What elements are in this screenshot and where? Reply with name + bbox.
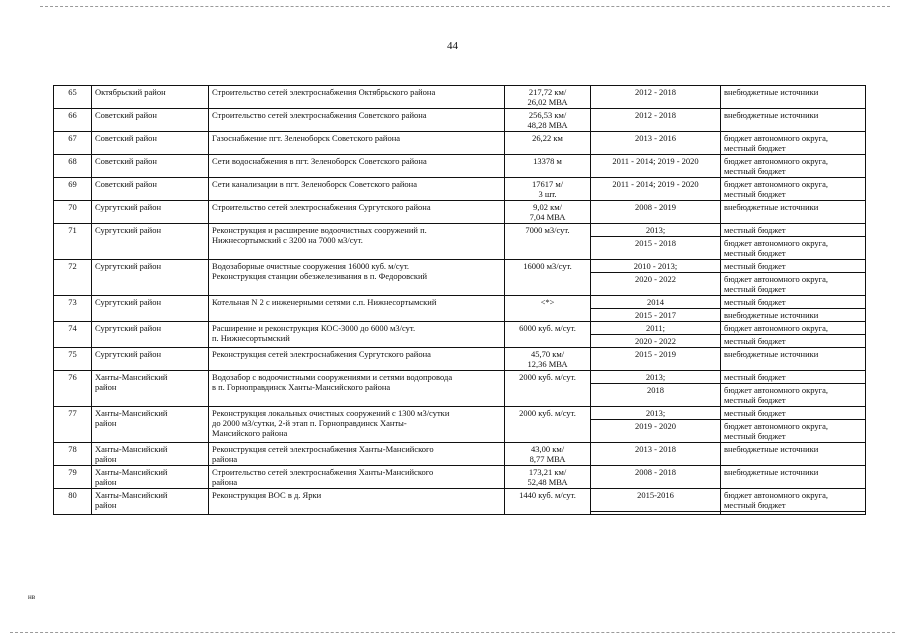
funding-source-cell: бюджет автономного округа, местный бюджет bbox=[721, 420, 866, 443]
row-number: 67 bbox=[54, 132, 92, 155]
period-cell: 2010 - 2013; bbox=[591, 260, 721, 273]
capacity-cell: 26,22 км bbox=[505, 132, 591, 155]
district-cell: Октябрьский район bbox=[92, 86, 209, 109]
table-row bbox=[54, 466, 866, 489]
funding-source-cell: местный бюджет bbox=[721, 260, 866, 273]
district-cell: Ханты-Мансийский район bbox=[92, 489, 209, 515]
funding-source-cell: бюджет автономного округа, местный бюджет bbox=[721, 273, 866, 296]
funding-source-cell: внебюджетные источники bbox=[721, 443, 866, 466]
funding-source-cell: внебюджетные источники bbox=[721, 201, 866, 224]
period-cell: 2019 - 2020 bbox=[591, 420, 721, 443]
table-row bbox=[54, 224, 866, 237]
funding-source-cell: внебюджетные источники bbox=[721, 466, 866, 489]
district-cell: Сургутский район bbox=[92, 322, 209, 348]
period-cell: 2020 - 2022 bbox=[591, 335, 721, 348]
top-scan-line bbox=[40, 6, 890, 7]
period-cell: 2011; bbox=[591, 322, 721, 335]
period-cell: 2012 - 2018 bbox=[591, 109, 721, 132]
row-number: 78 bbox=[54, 443, 92, 466]
period-cell: 2012 - 2018 bbox=[591, 86, 721, 109]
row-number: 70 bbox=[54, 201, 92, 224]
period-cell: 2015 - 2018 bbox=[591, 237, 721, 260]
table-row bbox=[54, 201, 866, 224]
capacity-cell: 9,02 км/ 7,04 МВА bbox=[505, 201, 591, 224]
funding-source-cell: местный бюджет bbox=[721, 335, 866, 348]
project-cell: Строительство сетей электроснабжения Ханты-Мансийского района bbox=[209, 466, 505, 489]
project-cell: Расширение и реконструкция КОС-3000 до 6000 м3/сут. п. Нижнесортымский bbox=[209, 322, 505, 348]
district-cell: Ханты-Мансийский район bbox=[92, 443, 209, 466]
table-row bbox=[54, 489, 866, 512]
period-cell: 2008 - 2019 bbox=[591, 201, 721, 224]
table-row bbox=[54, 109, 866, 132]
funding-source-cell: бюджет автономного округа, местный бюджет bbox=[721, 178, 866, 201]
period-cell: 2011 - 2014; 2019 - 2020 bbox=[591, 155, 721, 178]
table-row bbox=[54, 260, 866, 273]
capacity-cell: 13378 м bbox=[505, 155, 591, 178]
funding-source-cell: внебюджетные источники bbox=[721, 348, 866, 371]
district-cell: Советский район bbox=[92, 109, 209, 132]
district-cell: Сургутский район bbox=[92, 201, 209, 224]
period-cell: 2015 - 2019 bbox=[591, 348, 721, 371]
row-number: 76 bbox=[54, 371, 92, 407]
row-number: 77 bbox=[54, 407, 92, 443]
capacity-cell: 173,21 км/ 52,48 МВА bbox=[505, 466, 591, 489]
funding-source-cell bbox=[721, 512, 866, 515]
funding-source-cell: бюджет автономного округа, местный бюджет bbox=[721, 132, 866, 155]
funding-source-cell: местный бюджет bbox=[721, 296, 866, 309]
period-cell: 2013; bbox=[591, 371, 721, 384]
period-cell: 2013; bbox=[591, 224, 721, 237]
projects-table bbox=[53, 85, 866, 515]
project-cell: Строительство сетей электроснабжения Сургутского района bbox=[209, 201, 505, 224]
capacity-cell: 7000 м3/сут. bbox=[505, 224, 591, 260]
project-cell: Водозабор с водоочистными сооружениями и сетями водопровода в п. Горноправдинск Ханты-Мансийского района bbox=[209, 371, 505, 407]
period-cell: 2013; bbox=[591, 407, 721, 420]
table-row bbox=[54, 296, 866, 309]
capacity-cell: 2000 куб. м/сут. bbox=[505, 407, 591, 443]
project-cell: Реконструкция локальных очистных сооружений с 1300 м3/сутки до 2000 м3/сутки, 2-й этап п. Горноправдинск Ханты- Мансийского района bbox=[209, 407, 505, 443]
table-row bbox=[54, 132, 866, 155]
period-cell: 2013 - 2018 bbox=[591, 443, 721, 466]
project-cell: Реконструкция ВОС в д. Ярки bbox=[209, 489, 505, 515]
table-row bbox=[54, 322, 866, 335]
project-cell: Сети канализации в пгт. Зеленоборск Советского района bbox=[209, 178, 505, 201]
row-number: 79 bbox=[54, 466, 92, 489]
period-cell bbox=[591, 512, 721, 515]
table-row bbox=[54, 443, 866, 466]
project-cell: Котельная N 2 с инженерными сетями с.п. Нижнесортымский bbox=[209, 296, 505, 322]
funding-source-cell: местный бюджет bbox=[721, 407, 866, 420]
row-number: 80 bbox=[54, 489, 92, 515]
capacity-cell: 217,72 км/ 26,02 МВА bbox=[505, 86, 591, 109]
capacity-cell: <*> bbox=[505, 296, 591, 322]
row-number: 71 bbox=[54, 224, 92, 260]
row-number: 75 bbox=[54, 348, 92, 371]
capacity-cell: 43,00 км/ 8,77 МВА bbox=[505, 443, 591, 466]
table-row bbox=[54, 371, 866, 384]
district-cell: Сургутский район bbox=[92, 224, 209, 260]
period-cell: 2020 - 2022 bbox=[591, 273, 721, 296]
project-cell: Газоснабжение пгт. Зеленоборск Советского района bbox=[209, 132, 505, 155]
project-cell: Сети водоснабжения в пгт. Зеленоборск Советского района bbox=[209, 155, 505, 178]
project-cell: Реконструкция сетей электроснабжения Сургутского района bbox=[209, 348, 505, 371]
row-number: 74 bbox=[54, 322, 92, 348]
period-cell: 2011 - 2014; 2019 - 2020 bbox=[591, 178, 721, 201]
period-cell: 2015-2016 bbox=[591, 489, 721, 512]
row-number: 68 bbox=[54, 155, 92, 178]
capacity-cell: 256,53 км/ 48,28 МВА bbox=[505, 109, 591, 132]
period-cell: 2008 - 2018 bbox=[591, 466, 721, 489]
period-cell: 2018 bbox=[591, 384, 721, 407]
capacity-cell: 17617 м/ 3 шт. bbox=[505, 178, 591, 201]
row-number: 73 bbox=[54, 296, 92, 322]
capacity-cell: 6000 куб. м/сут. bbox=[505, 322, 591, 348]
row-number: 69 bbox=[54, 178, 92, 201]
capacity-cell: 2000 куб. м/сут. bbox=[505, 371, 591, 407]
table-row bbox=[54, 348, 866, 371]
district-cell: Советский район bbox=[92, 178, 209, 201]
funding-source-cell: бюджет автономного округа, местный бюджет bbox=[721, 489, 866, 512]
project-cell: Строительство сетей электроснабжения Октябрьского района bbox=[209, 86, 505, 109]
project-cell: Реконструкция сетей электроснабжения Ханты-Мансийского района bbox=[209, 443, 505, 466]
funding-source-cell: бюджет автономного округа, местный бюджет bbox=[721, 384, 866, 407]
district-cell: Ханты-Мансийский район bbox=[92, 407, 209, 443]
funding-source-cell: бюджет автономного округа, местный бюджет bbox=[721, 237, 866, 260]
district-cell: Сургутский район bbox=[92, 348, 209, 371]
capacity-cell: 1440 куб. м/сут. bbox=[505, 489, 591, 515]
project-cell: Реконструкция и расширение водоочистных сооружений п. Нижнесортымский с 3200 на 7000 м3/сут. bbox=[209, 224, 505, 260]
table-row bbox=[54, 86, 866, 109]
district-cell: Ханты-Мансийский район bbox=[92, 371, 209, 407]
district-cell: Сургутский район bbox=[92, 296, 209, 322]
project-cell: Строительство сетей электроснабжения Советского района bbox=[209, 109, 505, 132]
funding-source-cell: внебюджетные источники bbox=[721, 86, 866, 109]
funding-source-cell: бюджет автономного округа, bbox=[721, 322, 866, 335]
funding-source-cell: внебюджетные источники bbox=[721, 109, 866, 132]
district-cell: Ханты-Мансийский район bbox=[92, 466, 209, 489]
row-number: 72 bbox=[54, 260, 92, 296]
district-cell: Советский район bbox=[92, 132, 209, 155]
funding-source-cell: местный бюджет bbox=[721, 224, 866, 237]
bottom-scan-line bbox=[10, 632, 895, 633]
district-cell: Советский район bbox=[92, 155, 209, 178]
funding-source-cell: местный бюджет bbox=[721, 371, 866, 384]
funding-source-cell: бюджет автономного округа, местный бюджет bbox=[721, 155, 866, 178]
row-number: 66 bbox=[54, 109, 92, 132]
period-cell: 2015 - 2017 bbox=[591, 309, 721, 322]
capacity-cell: 16000 м3/сут. bbox=[505, 260, 591, 296]
table-row bbox=[54, 407, 866, 420]
table-row bbox=[54, 155, 866, 178]
funding-source-cell: внебюджетные источники bbox=[721, 309, 866, 322]
page-number: 44 bbox=[447, 40, 458, 52]
row-number: 65 bbox=[54, 86, 92, 109]
district-cell: Сургутский район bbox=[92, 260, 209, 296]
period-cell: 2013 - 2016 bbox=[591, 132, 721, 155]
period-cell: 2014 bbox=[591, 296, 721, 309]
table-row bbox=[54, 178, 866, 201]
capacity-cell: 45,70 км/ 12,36 МВА bbox=[505, 348, 591, 371]
footer-mark: нв bbox=[28, 593, 36, 601]
project-cell: Водозаборные очистные сооружения 16000 куб. м/сут. Реконструкция станции обезжелезивания в п. Федоровский bbox=[209, 260, 505, 296]
